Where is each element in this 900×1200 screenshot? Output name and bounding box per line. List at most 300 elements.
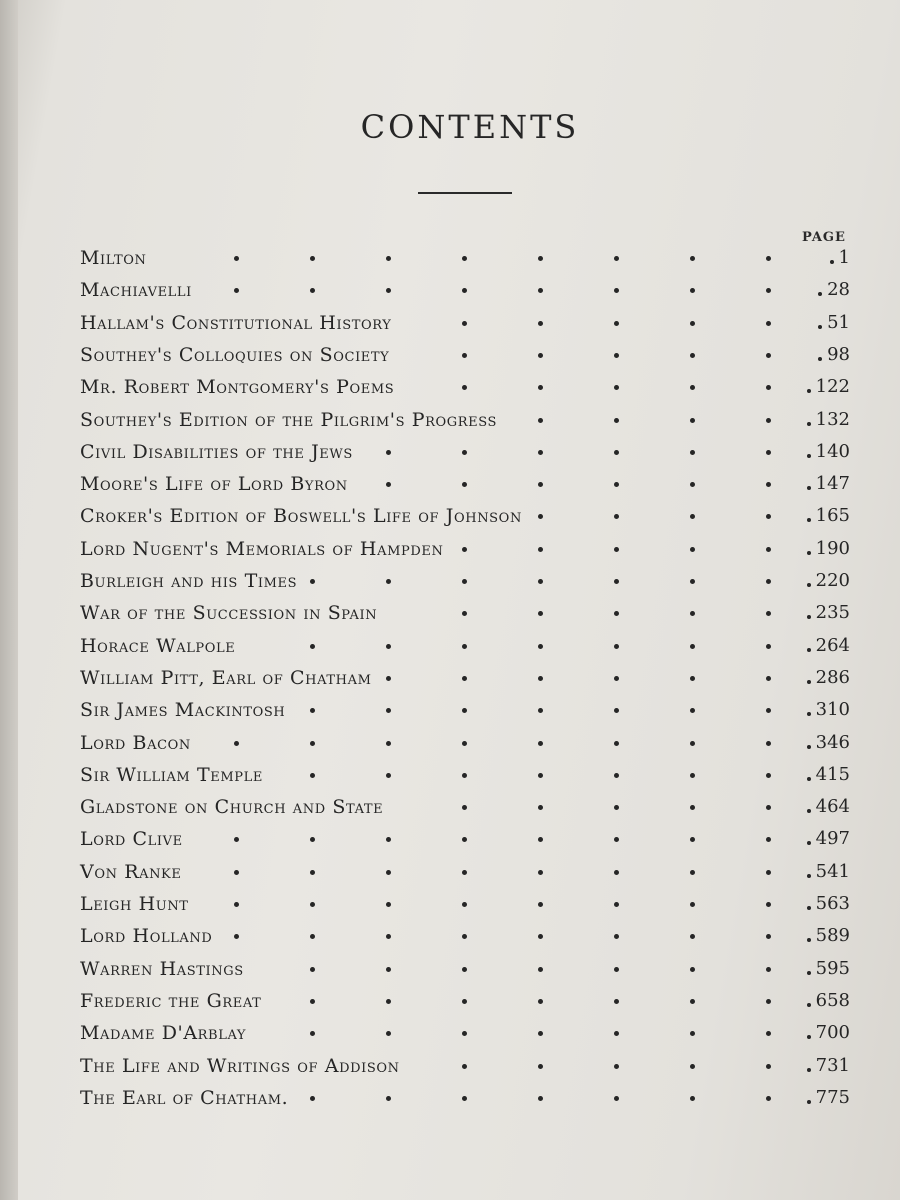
- leader-dots: [74, 967, 850, 975]
- leader-dot: [538, 482, 543, 487]
- leader-dot: [462, 773, 467, 778]
- leader-dot: [538, 837, 543, 842]
- leader-dots: [74, 321, 850, 329]
- toc-entry-page-number: 98: [827, 343, 850, 365]
- leader-dot: [614, 837, 619, 842]
- leader-dot: [614, 676, 619, 681]
- leader-dot: [462, 321, 467, 326]
- leader-dot: [538, 611, 543, 616]
- leader-dot: [690, 514, 695, 519]
- toc-entry: [74, 699, 850, 729]
- leader-dot: [690, 482, 695, 487]
- leader-dot: [690, 837, 695, 842]
- leader-dot: [690, 547, 695, 552]
- leader-dot: [818, 292, 822, 296]
- leader-dot: [538, 741, 543, 746]
- leader-dot: [310, 934, 315, 939]
- toc-entry-page-number: 220: [815, 570, 850, 591]
- leader-dot: [766, 482, 771, 487]
- page-title: CONTENTS: [360, 108, 580, 146]
- toc-entry-title: Sir William Temple: [80, 763, 263, 786]
- toc-entry-page-number: 595: [815, 957, 850, 979]
- leader-dot: [538, 256, 543, 261]
- leader-dot: [614, 902, 619, 907]
- toc-entry-page-number: 541: [815, 860, 850, 882]
- leader-dot: [386, 644, 391, 649]
- leader-dot: [538, 514, 543, 519]
- leader-dot: [766, 773, 771, 778]
- leader-dot: [462, 547, 467, 552]
- toc-entry-page-number: 775: [815, 1086, 850, 1108]
- toc-entry-page-number: 1: [838, 247, 850, 268]
- leader-dot: [386, 450, 391, 455]
- leader-dot: [538, 385, 543, 390]
- leader-dot: [538, 676, 543, 681]
- toc-entry-title: The Life and Writings of Addison: [80, 1054, 400, 1077]
- toc-entry-page-number: 140: [815, 440, 850, 462]
- toc-entry-title: Southey's Edition of the Pilgrim's Progress: [80, 408, 498, 431]
- leader-dot: [807, 874, 811, 878]
- leader-dot: [807, 583, 811, 587]
- leader-dot: [538, 708, 543, 713]
- leader-dot: [690, 418, 695, 423]
- leader-dot: [234, 741, 239, 746]
- leader-dot: [614, 321, 619, 326]
- leader-dot: [538, 1064, 543, 1069]
- leader-dot: [807, 841, 811, 845]
- leader-dot: [614, 708, 619, 713]
- leader-dot: [807, 454, 811, 458]
- leader-dot: [310, 741, 315, 746]
- leader-dot: [462, 741, 467, 746]
- toc-entry: [74, 473, 850, 503]
- leader-dots: [74, 741, 850, 749]
- leader-dot: [386, 934, 391, 939]
- leader-dot: [386, 773, 391, 778]
- leader-dot: [807, 1068, 811, 1072]
- leader-dot: [766, 902, 771, 907]
- leader-dot: [614, 514, 619, 519]
- toc-entry-page-number: 165: [815, 505, 850, 527]
- toc-entry: [74, 602, 850, 632]
- leader-dot: [807, 422, 811, 426]
- leader-dots: [74, 676, 850, 684]
- leader-dots: [74, 708, 850, 716]
- leader-dot: [538, 805, 543, 810]
- toc-entry-title: Lord Clive: [80, 828, 183, 851]
- toc-entry-page-number: 563: [815, 893, 850, 914]
- leader-dot: [614, 1031, 619, 1036]
- leader-dot: [766, 514, 771, 519]
- leader-dot: [766, 450, 771, 455]
- leader-dot: [386, 741, 391, 746]
- toc-entry: [74, 441, 850, 471]
- leader-dot: [538, 450, 543, 455]
- leader-dot: [766, 708, 771, 713]
- leader-dot: [386, 288, 391, 293]
- leader-dots: [74, 999, 850, 1007]
- leader-dot: [766, 353, 771, 358]
- leader-dot: [386, 1031, 391, 1036]
- leader-dot: [807, 518, 811, 522]
- leader-dots: [74, 837, 850, 845]
- toc-entry-page-number: 28: [827, 279, 850, 301]
- toc-entry-title: Hallam's Constitutional History: [80, 311, 392, 334]
- leader-dots: [74, 547, 850, 555]
- leader-dot: [538, 1031, 543, 1036]
- leader-dot: [766, 385, 771, 390]
- toc-entry-title: Lord Nugent's Memorials of Hampden: [80, 537, 444, 560]
- leader-dots: [74, 902, 850, 910]
- toc-entry: [74, 635, 850, 665]
- toc-entry-title: William Pitt, Earl of Chatham: [80, 666, 372, 689]
- leader-dot: [690, 902, 695, 907]
- toc-entry: [74, 570, 850, 600]
- toc-entry-title: Sir James Mackintosh: [80, 699, 286, 722]
- toc-entry-page-number: 310: [815, 699, 850, 721]
- leader-dot: [538, 579, 543, 584]
- toc-entry: [74, 925, 850, 955]
- toc-entry-title: Lord Holland: [80, 925, 213, 948]
- leader-dot: [807, 906, 811, 910]
- leader-dot: [386, 1096, 391, 1101]
- toc-entry-title: Gladstone on Church and State: [80, 796, 384, 819]
- toc-entry: [74, 732, 850, 762]
- leader-dots: [74, 870, 850, 878]
- toc-entry-title: Milton: [80, 247, 147, 269]
- toc-entry: [74, 409, 850, 439]
- leader-dot: [310, 1096, 315, 1101]
- leader-dot: [462, 967, 467, 972]
- leader-dot: [807, 1100, 811, 1104]
- toc-entry-title: Croker's Edition of Boswell's Life of Johnson: [80, 505, 522, 528]
- leader-dot: [766, 870, 771, 875]
- leader-dot: [766, 676, 771, 681]
- leader-dots: [74, 514, 850, 522]
- leader-dots: [74, 482, 850, 490]
- leader-dot: [807, 551, 811, 555]
- leader-dot: [690, 708, 695, 713]
- leader-dot: [614, 805, 619, 810]
- leader-dot: [614, 256, 619, 261]
- leader-dot: [614, 934, 619, 939]
- leader-dot: [386, 999, 391, 1004]
- leader-dot: [462, 256, 467, 261]
- leader-dot: [807, 809, 811, 813]
- toc-entry: [74, 667, 850, 697]
- toc-entry: [74, 990, 850, 1020]
- leader-dot: [690, 1096, 695, 1101]
- toc-entry-page-number: 122: [815, 376, 850, 398]
- leader-dot: [690, 450, 695, 455]
- leader-dot: [538, 644, 543, 649]
- leader-dot: [807, 389, 811, 393]
- leader-dot: [690, 773, 695, 778]
- leader-dot: [766, 837, 771, 842]
- leader-dot: [234, 837, 239, 842]
- leader-dot: [807, 777, 811, 781]
- leader-dot: [807, 486, 811, 490]
- leader-dots: [74, 773, 850, 781]
- toc-entry-title: Moore's Life of Lord Byron: [80, 473, 348, 496]
- leader-dot: [462, 450, 467, 455]
- leader-dot: [807, 1003, 811, 1007]
- leader-dot: [766, 934, 771, 939]
- toc-entry-title: Civil Disabilities of the Jews: [80, 440, 353, 463]
- toc-entry-page-number: 731: [815, 1054, 850, 1076]
- leader-dot: [386, 967, 391, 972]
- toc-entry: [74, 376, 850, 406]
- leader-dot: [690, 1064, 695, 1069]
- leader-dot: [538, 773, 543, 778]
- leader-dots: [74, 1031, 850, 1039]
- leader-dot: [234, 870, 239, 875]
- toc-entry: [74, 893, 850, 923]
- toc-entry-page-number: 415: [815, 763, 850, 785]
- toc-entry-page-number: 235: [815, 602, 850, 624]
- leader-dot: [690, 353, 695, 358]
- leader-dot: [538, 999, 543, 1004]
- leader-dot: [462, 644, 467, 649]
- leader-dot: [690, 870, 695, 875]
- leader-dot: [538, 288, 543, 293]
- leader-dot: [690, 967, 695, 972]
- leader-dot: [462, 1096, 467, 1101]
- leader-dot: [766, 256, 771, 261]
- toc-entry-title: Leigh Hunt: [80, 893, 189, 915]
- leader-dot: [690, 934, 695, 939]
- toc-entry-page-number: 147: [815, 473, 850, 495]
- toc-entry-page-number: 286: [815, 666, 850, 688]
- toc-entry-page-number: 700: [815, 1022, 850, 1044]
- leader-dot: [538, 967, 543, 972]
- leader-dots: [74, 418, 850, 426]
- leader-dots: [74, 579, 850, 587]
- toc-entry-page-number: 589: [815, 925, 850, 947]
- leader-dot: [690, 676, 695, 681]
- leader-dots: [74, 1064, 850, 1072]
- leader-dot: [614, 1096, 619, 1101]
- leader-dot: [766, 321, 771, 326]
- leader-dot: [462, 1031, 467, 1036]
- leader-dot: [538, 321, 543, 326]
- leader-dot: [538, 353, 543, 358]
- leader-dot: [462, 934, 467, 939]
- leader-dots: [74, 934, 850, 942]
- toc-entry-page-number: 51: [827, 311, 850, 333]
- toc-entry: [74, 764, 850, 794]
- toc-entry: [74, 828, 850, 858]
- leader-dot: [690, 1031, 695, 1036]
- toc-entry: [74, 1055, 850, 1085]
- toc-entry: [74, 344, 850, 374]
- leader-dot: [690, 321, 695, 326]
- toc-entry: [74, 247, 850, 277]
- leader-dot: [614, 353, 619, 358]
- leader-dot: [386, 256, 391, 261]
- leader-dot: [807, 745, 811, 749]
- leader-dot: [538, 1096, 543, 1101]
- leader-dot: [690, 579, 695, 584]
- leader-dot: [310, 870, 315, 875]
- leader-dot: [766, 547, 771, 552]
- toc-entry-title: Southey's Colloquies on Society: [80, 343, 390, 366]
- leader-dot: [462, 902, 467, 907]
- leader-dot: [614, 1064, 619, 1069]
- leader-dot: [310, 967, 315, 972]
- toc-entry: [74, 538, 850, 568]
- toc-entry-page-number: 346: [815, 731, 850, 753]
- leader-dot: [462, 837, 467, 842]
- toc-entry-title: Burleigh and his Times: [80, 570, 298, 592]
- leader-dot: [614, 385, 619, 390]
- toc-entry-title: Machiavelli: [80, 279, 192, 302]
- leader-dot: [766, 418, 771, 423]
- leader-dot: [807, 971, 811, 975]
- leader-dot: [690, 805, 695, 810]
- toc-entry-title: Madame D'Arblay: [80, 1022, 247, 1045]
- leader-dot: [386, 837, 391, 842]
- leader-dot: [614, 999, 619, 1004]
- toc-entry-title: Warren Hastings: [80, 957, 244, 980]
- toc-entry: [74, 279, 850, 309]
- toc-entry-title: War of the Succession in Spain: [80, 602, 378, 625]
- leader-dot: [766, 579, 771, 584]
- toc-entry-page-number: 464: [815, 796, 850, 818]
- leader-dot: [690, 385, 695, 390]
- leader-dot: [538, 870, 543, 875]
- leader-dot: [462, 353, 467, 358]
- leader-dot: [766, 1064, 771, 1069]
- toc-entry-title: Von Ranke: [80, 860, 182, 883]
- leader-dot: [614, 418, 619, 423]
- leader-dot: [310, 1031, 315, 1036]
- leader-dot: [690, 256, 695, 261]
- leader-dot: [386, 708, 391, 713]
- leader-dot: [234, 902, 239, 907]
- leader-dot: [462, 805, 467, 810]
- leader-dot: [538, 547, 543, 552]
- leader-dot: [766, 611, 771, 616]
- leader-dot: [614, 450, 619, 455]
- leader-dot: [766, 999, 771, 1004]
- leader-dot: [386, 579, 391, 584]
- toc-entry: [74, 312, 850, 342]
- toc-entry: [74, 505, 850, 535]
- toc-entry: [74, 958, 850, 988]
- leader-dot: [818, 325, 822, 329]
- leader-dot: [386, 870, 391, 875]
- leader-dot: [807, 712, 811, 716]
- toc-entry-title: Frederic the Great: [80, 989, 262, 1012]
- leader-dots: [74, 256, 850, 264]
- toc-entry-title: Lord Bacon: [80, 731, 191, 754]
- toc-entry: [74, 796, 850, 826]
- toc-entry-page-number: 658: [815, 989, 850, 1011]
- leader-dot: [462, 676, 467, 681]
- leader-dots: [74, 805, 850, 813]
- leader-dot: [462, 999, 467, 1004]
- leader-dot: [462, 611, 467, 616]
- leader-dot: [690, 999, 695, 1004]
- leader-dot: [766, 741, 771, 746]
- leader-dot: [690, 611, 695, 616]
- leader-dot: [234, 934, 239, 939]
- toc-entry: [74, 1087, 850, 1117]
- leader-dot: [462, 708, 467, 713]
- toc-entry-title: Horace Walpole: [80, 634, 236, 657]
- leader-dot: [766, 644, 771, 649]
- leader-dot: [818, 357, 822, 361]
- leader-dot: [807, 1035, 811, 1039]
- leader-dot: [386, 902, 391, 907]
- toc-entry-title: Mr. Robert Montgomery's Poems: [80, 376, 395, 399]
- leader-dot: [310, 902, 315, 907]
- leader-dot: [766, 1031, 771, 1036]
- leader-dot: [310, 837, 315, 842]
- leader-dot: [614, 579, 619, 584]
- toc-entry-title: The Earl of Chatham.: [80, 1086, 289, 1109]
- leader-dot: [614, 547, 619, 552]
- leader-dot: [310, 773, 315, 778]
- leader-dot: [807, 648, 811, 652]
- leader-dot: [310, 256, 315, 261]
- leader-dot: [538, 418, 543, 423]
- leader-dot: [614, 773, 619, 778]
- leader-dot: [690, 644, 695, 649]
- leader-dots: [74, 644, 850, 652]
- leader-dot: [386, 676, 391, 681]
- leader-dot: [830, 260, 834, 264]
- leader-dot: [807, 680, 811, 684]
- leader-dot: [614, 482, 619, 487]
- leader-dot: [234, 288, 239, 293]
- leader-dot: [807, 938, 811, 942]
- leader-dot: [538, 934, 543, 939]
- leader-dot: [462, 482, 467, 487]
- leader-dots: [74, 1096, 850, 1104]
- leader-dot: [310, 708, 315, 713]
- toc-entry-page-number: 497: [815, 828, 850, 850]
- leader-dots: [74, 611, 850, 619]
- leader-dot: [614, 741, 619, 746]
- leader-dot: [538, 902, 543, 907]
- leader-dots: [74, 450, 850, 458]
- leader-dot: [462, 385, 467, 390]
- leader-dot: [614, 644, 619, 649]
- leader-dot: [310, 579, 315, 584]
- toc-entry: [74, 861, 850, 891]
- leader-dot: [690, 288, 695, 293]
- leader-dot: [614, 967, 619, 972]
- leader-dot: [690, 741, 695, 746]
- leader-dot: [614, 611, 619, 616]
- leader-dot: [462, 288, 467, 293]
- leader-dot: [386, 482, 391, 487]
- toc-entry-page-number: 132: [815, 408, 850, 430]
- page-column-label: PAGE: [802, 230, 846, 245]
- leader-dot: [234, 256, 239, 261]
- leader-dot: [614, 288, 619, 293]
- leader-dot: [310, 999, 315, 1004]
- leader-dot: [462, 870, 467, 875]
- leader-dot: [766, 1096, 771, 1101]
- leader-dot: [614, 870, 619, 875]
- leader-dot: [462, 579, 467, 584]
- leader-dot: [462, 1064, 467, 1069]
- leader-dots: [74, 385, 850, 393]
- toc-entry-page-number: 190: [815, 537, 850, 559]
